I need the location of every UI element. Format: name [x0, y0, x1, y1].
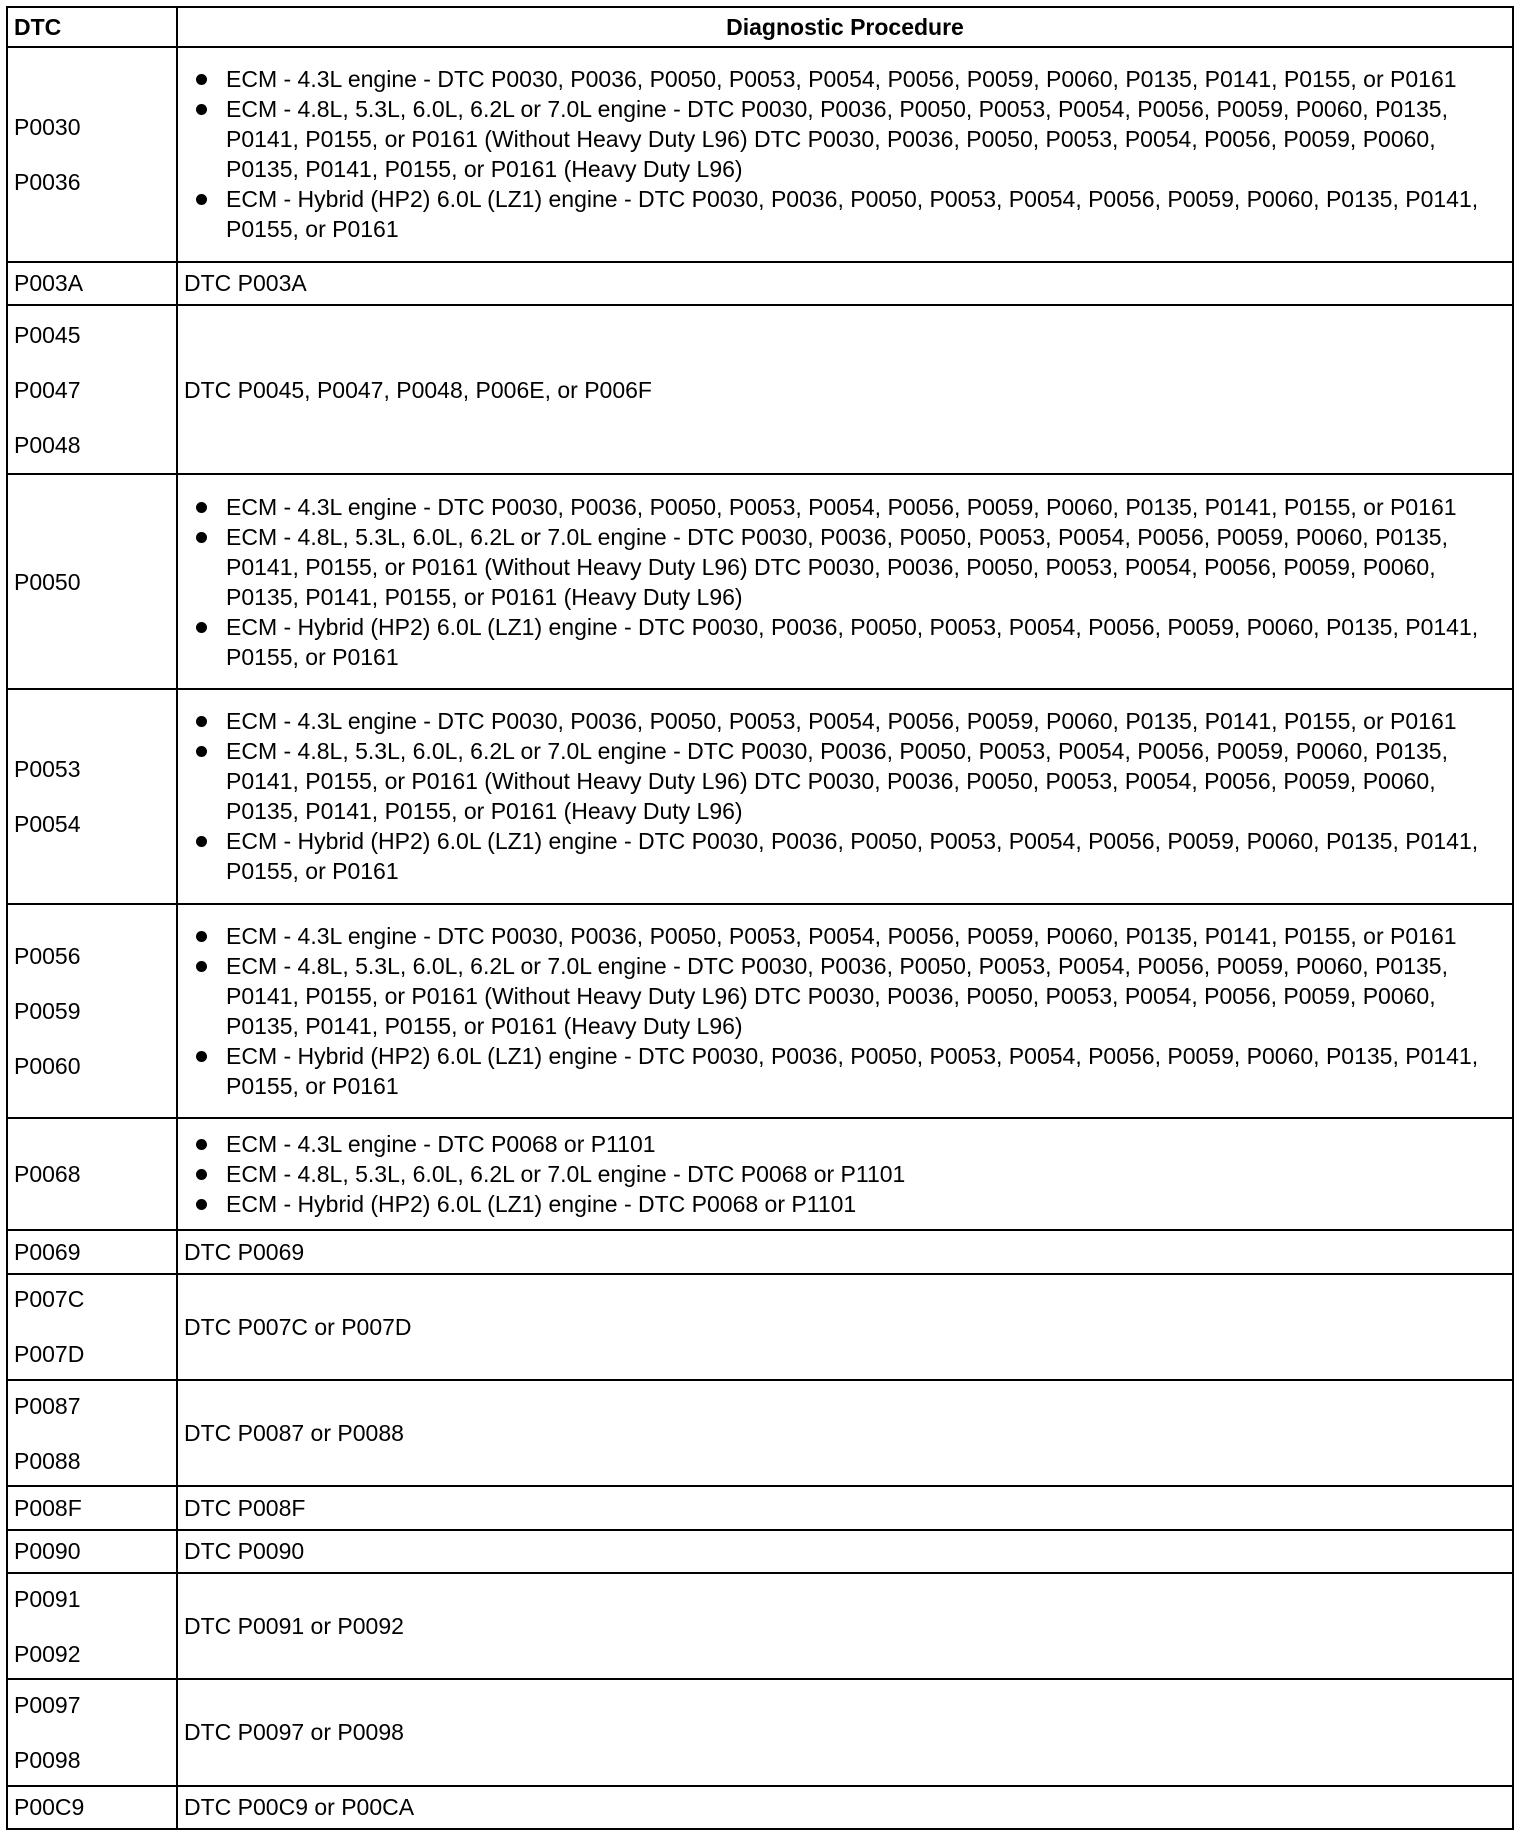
dtc-code: P003A: [14, 270, 84, 297]
dtc-code: P008F: [14, 1494, 82, 1521]
procedure-cell: [177, 1380, 1513, 1486]
dtc-code-list: [14, 320, 170, 460]
table-row: [7, 1786, 1513, 1829]
dtc-column-header: DTC: [7, 7, 177, 47]
dtc-code: P007D: [14, 1341, 85, 1368]
dtc-code: P0056: [14, 943, 81, 970]
procedure-cell: [177, 1230, 1513, 1273]
procedure-bullet-item: ECM - Hybrid (HP2) 6.0L (LZ1) engine - DTC P0068 or P1101: [226, 1189, 1506, 1219]
dtc-cell: [7, 305, 177, 474]
table-row: [7, 47, 1513, 262]
procedure-cell: [177, 1486, 1513, 1529]
procedure-text: DTC P0045, P0047, P0048, P006E, or P006F: [184, 376, 652, 403]
dtc-code: P0048: [14, 431, 81, 458]
dtc-code-list: [14, 1690, 170, 1775]
dtc-code-list: [14, 1159, 170, 1189]
dtc-code: P0069: [14, 1239, 81, 1266]
procedure-bullet-item: ECM - 4.3L engine - DTC P0030, P0036, P0050, P0053, P0054, P0056, P0059, P0060, P0135, P0141, P0155, or P0161: [226, 492, 1506, 522]
procedure-bullet-item: ECM - 4.3L engine - DTC P0030, P0036, P0050, P0053, P0054, P0056, P0059, P0060, P0135, P0141, P0155, or P0161: [226, 706, 1506, 736]
dtc-cell: [7, 1118, 177, 1230]
dtc-cell: [7, 904, 177, 1119]
dtc-table: [6, 6, 1514, 1830]
table-row: [7, 689, 1513, 904]
procedure-cell: [177, 1573, 1513, 1679]
dtc-cell: [7, 1274, 177, 1380]
dtc-cell: [7, 1230, 177, 1273]
dtc-code: P0097: [14, 1691, 81, 1718]
dtc-cell: [7, 47, 177, 262]
dtc-code: P0068: [14, 1161, 81, 1188]
dtc-code-list: [14, 1493, 170, 1523]
dtc-code-list: [14, 1391, 170, 1476]
document-page: [6, 6, 1514, 1830]
procedure-text: DTC P00C9 or P00CA: [184, 1794, 415, 1821]
dtc-cell: [7, 262, 177, 305]
table-body: [7, 47, 1513, 1829]
dtc-code: P0050: [14, 568, 81, 595]
procedure-bullet-item: ECM - 4.8L, 5.3L, 6.0L, 6.2L or 7.0L engine - DTC P0030, P0036, P0050, P0053, P0054, P0056, P0059, P0060, P0135, P0141, P0155, or P0161 (Without Heavy Duty L96) DTC P0030, P0036, P0050, P0053, P0054, P0056, P0059, P0060, P0135, P0141, P0155, or P0161 (Heavy Duty L96): [226, 951, 1506, 1041]
dtc-code: P0054: [14, 810, 81, 837]
dtc-code-list: [14, 1284, 170, 1369]
procedure-cell: [177, 1274, 1513, 1380]
procedure-bullet-item: ECM - Hybrid (HP2) 6.0L (LZ1) engine - DTC P0030, P0036, P0050, P0053, P0054, P0056, P0059, P0060, P0135, P0141, P0155, or P0161: [226, 184, 1506, 244]
procedure-text: DTC P007C or P007D: [184, 1313, 412, 1340]
procedure-bullet-item: ECM - 4.8L, 5.3L, 6.0L, 6.2L or 7.0L engine - DTC P0030, P0036, P0050, P0053, P0054, P0056, P0059, P0060, P0135, P0141, P0155, or P0161 (Without Heavy Duty L96) DTC P0030, P0036, P0050, P0053, P0054, P0056, P0059, P0060, P0135, P0141, P0155, or P0161 (Heavy Duty L96): [226, 94, 1506, 184]
procedure-text: DTC P003A: [184, 270, 307, 297]
dtc-code: P0088: [14, 1447, 81, 1474]
dtc-code: P0087: [14, 1392, 81, 1419]
procedure-bullet-list: [184, 706, 1506, 886]
table-row: [7, 474, 1513, 689]
dtc-code: P0090: [14, 1538, 81, 1565]
dtc-cell: [7, 1786, 177, 1829]
procedure-text: DTC P0090: [184, 1538, 305, 1565]
procedure-cell: [177, 1118, 1513, 1230]
procedure-cell: [177, 1679, 1513, 1785]
dtc-cell: [7, 1486, 177, 1529]
table-row: [7, 1679, 1513, 1785]
dtc-code: P0098: [14, 1746, 81, 1773]
dtc-code-list: [14, 1536, 170, 1566]
procedure-text: DTC P0091 or P0092: [184, 1613, 404, 1640]
procedure-text: DTC P0069: [184, 1239, 305, 1266]
dtc-code-list: [14, 1792, 170, 1822]
header-row: [7, 7, 1513, 47]
dtc-code: P0091: [14, 1585, 81, 1612]
dtc-code-list: [14, 112, 170, 197]
dtc-code: P0060: [14, 1053, 81, 1080]
dtc-cell: [7, 474, 177, 689]
procedure-text: DTC P0097 or P0098: [184, 1719, 404, 1746]
table-row: [7, 262, 1513, 305]
procedure-bullet-list: [184, 921, 1506, 1101]
procedure-cell: [177, 689, 1513, 904]
table-row: [7, 1230, 1513, 1273]
table-row: [7, 904, 1513, 1119]
procedure-cell: [177, 474, 1513, 689]
table-row: [7, 1118, 1513, 1230]
dtc-code: P0030: [14, 113, 81, 140]
dtc-cell: [7, 1530, 177, 1573]
procedure-bullet-item: ECM - 4.8L, 5.3L, 6.0L, 6.2L or 7.0L engine - DTC P0030, P0036, P0050, P0053, P0054, P0056, P0059, P0060, P0135, P0141, P0155, or P0161 (Without Heavy Duty L96) DTC P0030, P0036, P0050, P0053, P0054, P0056, P0059, P0060, P0135, P0141, P0155, or P0161 (Heavy Duty L96): [226, 736, 1506, 826]
procedure-bullet-list: [184, 1129, 1506, 1219]
procedure-bullet-list: [184, 64, 1506, 244]
dtc-code-list: [14, 1584, 170, 1669]
dtc-code-list: [14, 1237, 170, 1267]
dtc-code: P0036: [14, 168, 81, 195]
procedure-bullet-list: [184, 492, 1506, 672]
dtc-code-list: [14, 941, 170, 1081]
dtc-code: P00C9: [14, 1794, 85, 1821]
dtc-code-list: [14, 268, 170, 298]
procedure-bullet-item: ECM - 4.3L engine - DTC P0030, P0036, P0050, P0053, P0054, P0056, P0059, P0060, P0135, P0141, P0155, or P0161: [226, 64, 1506, 94]
procedure-bullet-item: ECM - Hybrid (HP2) 6.0L (LZ1) engine - DTC P0030, P0036, P0050, P0053, P0054, P0056, P0059, P0060, P0135, P0141, P0155, or P0161: [226, 1041, 1506, 1101]
procedure-cell: [177, 305, 1513, 474]
dtc-code: P0053: [14, 755, 81, 782]
procedure-bullet-item: ECM - 4.8L, 5.3L, 6.0L, 6.2L or 7.0L engine - DTC P0030, P0036, P0050, P0053, P0054, P0056, P0059, P0060, P0135, P0141, P0155, or P0161 (Without Heavy Duty L96) DTC P0030, P0036, P0050, P0053, P0054, P0056, P0059, P0060, P0135, P0141, P0155, or P0161 (Heavy Duty L96): [226, 522, 1506, 612]
procedure-bullet-item: ECM - 4.3L engine - DTC P0068 or P1101: [226, 1129, 1506, 1159]
dtc-cell: [7, 689, 177, 904]
procedure-text: DTC P0087 or P0088: [184, 1420, 404, 1447]
procedure-bullet-item: ECM - 4.8L, 5.3L, 6.0L, 6.2L or 7.0L engine - DTC P0068 or P1101: [226, 1159, 1506, 1189]
procedure-cell: [177, 47, 1513, 262]
procedure-cell: [177, 1530, 1513, 1573]
dtc-code: P0059: [14, 998, 81, 1025]
table-row: [7, 1380, 1513, 1486]
procedure-bullet-item: ECM - 4.3L engine - DTC P0030, P0036, P0050, P0053, P0054, P0056, P0059, P0060, P0135, P0141, P0155, or P0161: [226, 921, 1506, 951]
table-row: [7, 305, 1513, 474]
table-row: [7, 1274, 1513, 1380]
procedure-bullet-item: ECM - Hybrid (HP2) 6.0L (LZ1) engine - DTC P0030, P0036, P0050, P0053, P0054, P0056, P0059, P0060, P0135, P0141, P0155, or P0161: [226, 612, 1506, 672]
dtc-code: P007C: [14, 1286, 85, 1313]
dtc-code-list: [14, 567, 170, 597]
procedure-cell: [177, 262, 1513, 305]
dtc-code: P0045: [14, 321, 81, 348]
procedure-cell: [177, 1786, 1513, 1829]
dtc-cell: [7, 1380, 177, 1486]
dtc-cell: [7, 1679, 177, 1785]
table-row: [7, 1530, 1513, 1573]
dtc-code: P0092: [14, 1640, 81, 1667]
dtc-code-list: [14, 754, 170, 839]
table-row: [7, 1573, 1513, 1679]
procedure-column-header: Diagnostic Procedure: [177, 7, 1513, 47]
procedure-cell: [177, 904, 1513, 1119]
dtc-cell: [7, 1573, 177, 1679]
procedure-bullet-item: ECM - Hybrid (HP2) 6.0L (LZ1) engine - DTC P0030, P0036, P0050, P0053, P0054, P0056, P0059, P0060, P0135, P0141, P0155, or P0161: [226, 826, 1506, 886]
procedure-text: DTC P008F: [184, 1494, 306, 1521]
dtc-code: P0047: [14, 376, 81, 403]
table-row: [7, 1486, 1513, 1529]
